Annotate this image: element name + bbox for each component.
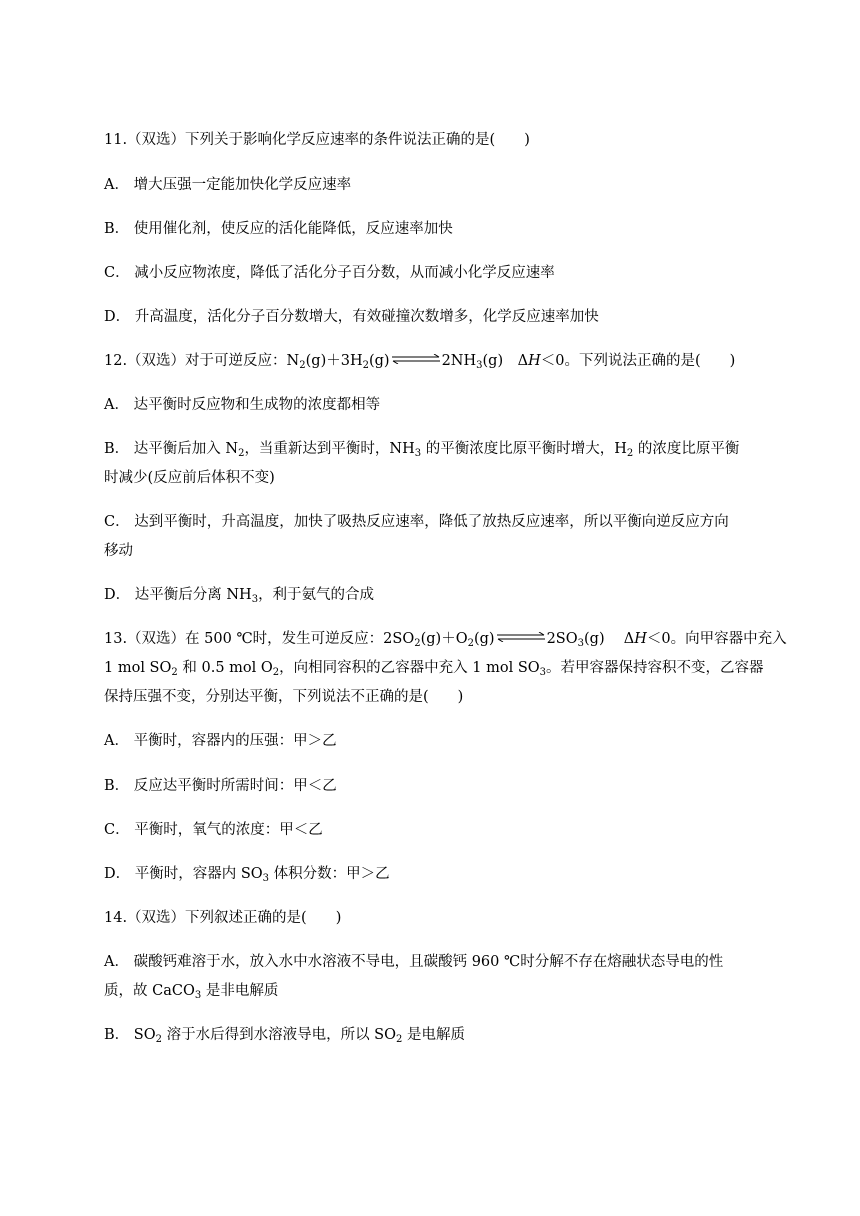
- q13-stem-line3: 保持压强不变，分别达平衡，下列说法不正确的是( ): [104, 689, 464, 705]
- q14-stem: 14.（双选）下列叙述正确的是( ): [104, 910, 342, 926]
- q13-option-c: C． 平衡时，氧气的浓度：甲＜乙: [104, 822, 323, 838]
- q12-option-c-line1: C． 达到平衡时，升高温度，加快了吸热反应速率，降低了放热反应速率，所以平衡向逆反应方向: [104, 514, 729, 530]
- q13-option-a: A． 平衡时，容器内的压强：甲＞乙: [104, 733, 337, 749]
- q13-stem-line1: 13.（双选）在 500 ℃时，发生可逆反应：$2SO_2(g)+O_2(g)$ $2SO_3(g)$ ΔH＜0。向甲容器中充入: [104, 631, 787, 649]
- reversible-arrow-icon: [496, 632, 546, 642]
- q12-stem: 12.（双选）对于可逆反应：$N_2(g)+3H_2(g)$ $2NH_3(g)$ ΔH＜0。下列说法正确的是( ): [104, 353, 736, 371]
- q11-stem: 11.（双选）下列关于影响化学反应速率的条件说法正确的是( ): [104, 132, 530, 148]
- q12-option-c-line2: 移动: [104, 543, 133, 559]
- reversible-arrow-icon: [391, 354, 441, 364]
- q14-option-b: B． $SO_2$ 溶于水后得到水溶液导电，所以 $SO_2$ 是电解质: [104, 1027, 465, 1045]
- q14-option-a-line1: A． 碳酸钙难溶于水，放入水中水溶液不导电，且碳酸钙 960 ℃时分解不存在熔融状态导电的性: [104, 954, 724, 970]
- q11-option-d: D． 升高温度，活化分子百分数增大，有效碰撞次数增多，化学反应速率加快: [104, 309, 599, 325]
- q11-option-b: B． 使用催化剂，使反应的活化能降低，反应速率加快: [104, 221, 453, 237]
- q13-option-b: B． 反应达平衡时所需时间：甲＜乙: [104, 778, 337, 794]
- q11-option-a: A． 增大压强一定能加快化学反应速率: [104, 177, 352, 193]
- q12-option-a: A． 达平衡时反应物和生成物的浓度都相等: [104, 397, 381, 413]
- q13-option-d: D． 平衡时，容器内 $SO_3$ 体积分数：甲＞乙: [104, 866, 390, 884]
- q11-option-c: C． 减小反应物浓度，降低了活化分子百分数，从而减小化学反应速率: [104, 265, 555, 281]
- q12-option-b-line1: B． 达平衡后加入 $N_2$，当重新达到平衡时，$NH_3$ 的平衡浓度比原平衡时增大，$H_2$ 的浓度比原平衡: [104, 441, 740, 459]
- q14-option-a-line2: 质，故 CaCO$_3$ 是非电解质: [104, 983, 279, 1001]
- q12-option-b-line2: 时减少(反应前后体积不变): [104, 470, 275, 486]
- q13-stem-line2: 1 mol $SO_2$ 和 0.5 mol $O_2$，向相同容积的乙容器中充入 1 mol $SO_3$。若甲容器保持容积不变，乙容器: [104, 660, 764, 678]
- q12-option-d: D． 达平衡后分离 $NH_3$，利于氨气的合成: [104, 587, 375, 605]
